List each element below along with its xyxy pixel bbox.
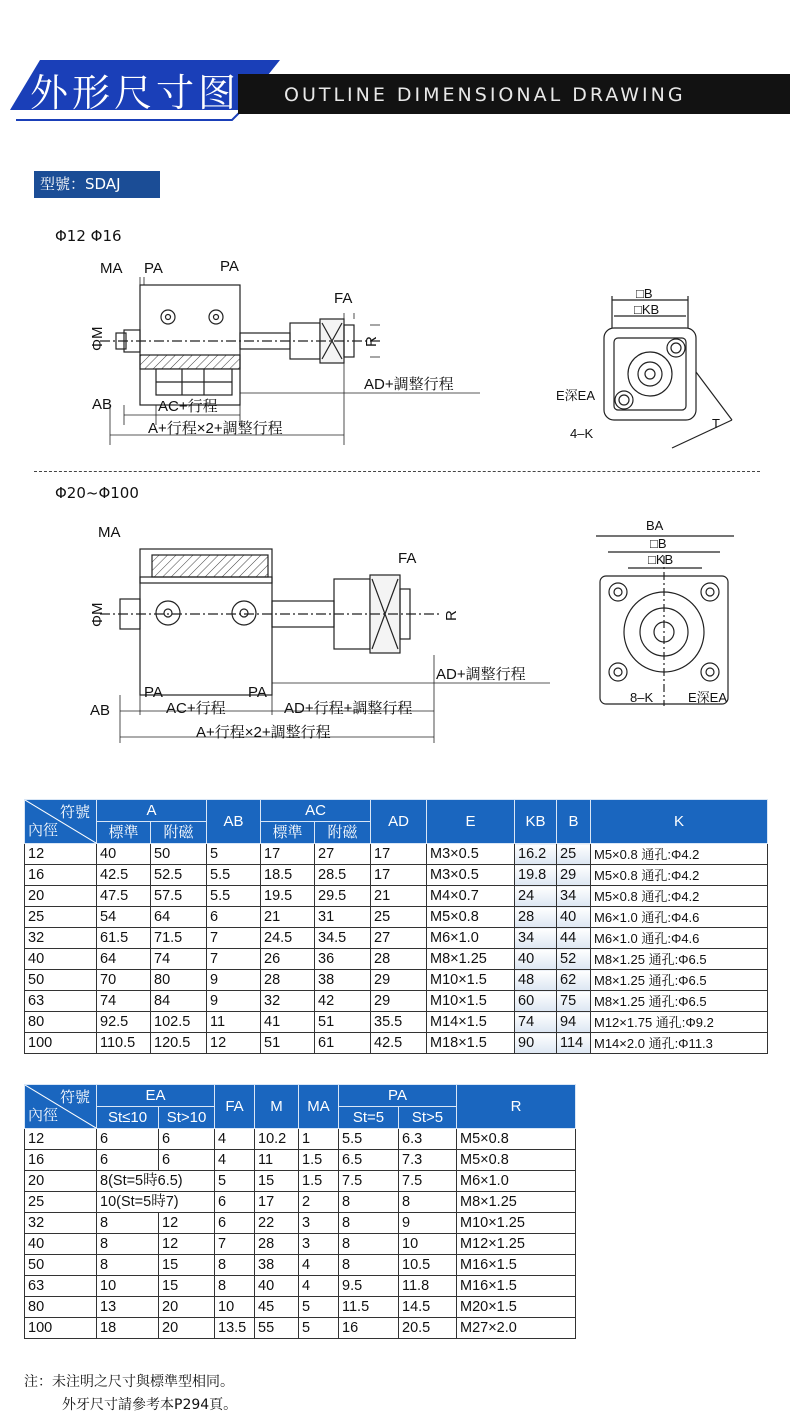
table-row — [25, 886, 768, 907]
table-cell: 15 — [159, 1255, 215, 1276]
th-ea-b: St>10 — [159, 1107, 215, 1129]
table-cell: 2 — [299, 1192, 339, 1213]
dim2-ma: MA — [98, 524, 121, 541]
corner2-bottom: 內徑 — [28, 1106, 59, 1124]
table-cell: 6 — [215, 1192, 255, 1213]
table-cell: 34 — [515, 928, 557, 949]
table-cell: 71.5 — [151, 928, 207, 949]
header-title-cn: 外形尺寸图 — [30, 71, 241, 115]
table-row — [25, 844, 768, 865]
table-row — [25, 1150, 576, 1171]
table-cell: 54 — [97, 907, 151, 928]
table-cell: 20 — [159, 1297, 215, 1318]
table-cell: 57.5 — [151, 886, 207, 907]
table-cell: 8 — [339, 1234, 399, 1255]
end-t: T — [712, 416, 720, 431]
dim-pa-1: PA — [144, 260, 163, 277]
table-cell: 24 — [515, 886, 557, 907]
table-cell: 84 — [151, 991, 207, 1012]
table-cell: 64 — [97, 949, 151, 970]
table-cell: 51 — [261, 1033, 315, 1054]
table-cell: M5×0.8 — [457, 1129, 576, 1150]
table-cell: 47.5 — [97, 886, 151, 907]
table-cell: 17 — [371, 844, 427, 865]
table-cell: 26 — [261, 949, 315, 970]
table-cell: 16 — [25, 1150, 97, 1171]
table-cell: 6 — [207, 907, 261, 928]
table-row — [25, 1171, 576, 1192]
table-cell: 40 — [25, 949, 97, 970]
table-cell: 19.8 — [515, 865, 557, 886]
table-cell: 61 — [315, 1033, 371, 1054]
table-cell: M5×0.8 通孔:Φ4.2 — [591, 844, 768, 865]
table-cell: M27×2.0 — [457, 1318, 576, 1339]
table-cell: 1 — [299, 1129, 339, 1150]
table-cell: 3 — [299, 1213, 339, 1234]
table-cell: 44 — [557, 928, 591, 949]
table-cell: 32 — [25, 1213, 97, 1234]
table-cell: 18.5 — [261, 865, 315, 886]
table-row — [25, 1255, 576, 1276]
table-cell: 10(St=5時7) — [97, 1192, 215, 1213]
table-cell: 41 — [261, 1012, 315, 1033]
table-cell: 28 — [371, 949, 427, 970]
table-cell: 74 — [515, 1012, 557, 1033]
table-cell: 18 — [97, 1318, 159, 1339]
table-cell: M18×1.5 — [427, 1033, 515, 1054]
table-cell: 50 — [25, 1255, 97, 1276]
table-cell: 8 — [215, 1276, 255, 1297]
table-cell: 14.5 — [399, 1297, 457, 1318]
table-cell: 5 — [215, 1171, 255, 1192]
th-b: B — [557, 800, 591, 844]
table-cell: 27 — [371, 928, 427, 949]
table-cell: 100 — [25, 1033, 97, 1054]
table-cell: M8×1.25 — [457, 1192, 576, 1213]
table-cell: M6×1.0 通孔:Φ4.6 — [591, 907, 768, 928]
table-row — [25, 1234, 576, 1255]
table-cell: M8×1.25 — [427, 949, 515, 970]
table-cell: M14×1.5 — [427, 1012, 515, 1033]
table-cell: 25 — [25, 1192, 97, 1213]
section1-side-drawing — [80, 255, 500, 445]
table-cell: 20.5 — [399, 1318, 457, 1339]
th-m: M — [255, 1085, 299, 1129]
dim-ad: AD+調整行程 — [364, 376, 454, 393]
table-cell: 20 — [159, 1318, 215, 1339]
table-cell: 17 — [255, 1192, 299, 1213]
table-cell: 50 — [151, 844, 207, 865]
th-a-std: 標準 — [97, 822, 151, 844]
note-line-1: 注：未注明之尺寸與標準型相同。 — [24, 1374, 234, 1390]
spec-table-2 — [24, 1084, 576, 1339]
table-cell: M6×1.0 通孔:Φ4.6 — [591, 928, 768, 949]
table-cell: 35.5 — [371, 1012, 427, 1033]
corner2-top: 符號 — [59, 1088, 90, 1106]
table-cell: M6×1.0 — [427, 928, 515, 949]
table-cell: 9 — [207, 991, 261, 1012]
table-cell: 51 — [315, 1012, 371, 1033]
table-cell: 12 — [159, 1234, 215, 1255]
table-cell: 16 — [339, 1318, 399, 1339]
table-cell: 25 — [25, 907, 97, 928]
dim-pa-2: PA — [220, 258, 239, 275]
table-cell: 32 — [261, 991, 315, 1012]
table-cell: 75 — [557, 991, 591, 1012]
corner-top: 符號 — [59, 803, 90, 821]
table-cell: 63 — [25, 991, 97, 1012]
th-r: R — [457, 1085, 576, 1129]
corner-diagonal — [25, 800, 96, 843]
table-cell: 102.5 — [151, 1012, 207, 1033]
table-cell: 11 — [255, 1150, 299, 1171]
table-cell: 13.5 — [215, 1318, 255, 1339]
table-cell: M8×1.25 通孔:Φ6.5 — [591, 949, 768, 970]
table-cell: 5 — [299, 1297, 339, 1318]
table-cell: M10×1.5 — [427, 991, 515, 1012]
table-cell: 7 — [215, 1234, 255, 1255]
table-cell: 74 — [151, 949, 207, 970]
table-cell: 7.5 — [339, 1171, 399, 1192]
table-row — [25, 1033, 768, 1054]
dim-fa: FA — [334, 290, 353, 307]
table-cell: 8 — [97, 1213, 159, 1234]
table-cell: M8×1.25 通孔:Φ6.5 — [591, 970, 768, 991]
corner-diagonal-2 — [25, 1085, 96, 1128]
table-cell: 94 — [557, 1012, 591, 1033]
table-cell: 28 — [515, 907, 557, 928]
table-cell: 15 — [255, 1171, 299, 1192]
table-cell: M3×0.5 — [427, 844, 515, 865]
th-ma: MA — [299, 1085, 339, 1129]
dim2-pa-2: PA — [248, 684, 267, 701]
table-cell: 22 — [255, 1213, 299, 1234]
spec-table-1 — [24, 799, 768, 1054]
table-cell: 4 — [215, 1129, 255, 1150]
table-cell: 8(St=5時6.5) — [97, 1171, 215, 1192]
table-cell: 80 — [25, 1297, 97, 1318]
table-cell: 7 — [207, 928, 261, 949]
table-cell: 28 — [255, 1234, 299, 1255]
table-cell: M5×0.8 通孔:Φ4.2 — [591, 886, 768, 907]
table-cell: 8 — [97, 1234, 159, 1255]
table-cell: 1.5 — [299, 1171, 339, 1192]
table-cell: M12×1.75 通孔:Φ9.2 — [591, 1012, 768, 1033]
table-cell: M4×0.7 — [427, 886, 515, 907]
table-cell: M8×1.25 通孔:Φ6.5 — [591, 991, 768, 1012]
table-cell: 110.5 — [97, 1033, 151, 1054]
end2-8k: 8–K — [630, 690, 654, 705]
section2-label: Φ20~Φ100 — [55, 484, 139, 502]
end2-ba: BA — [646, 518, 664, 533]
table-cell: 61.5 — [97, 928, 151, 949]
table-cell: 28 — [261, 970, 315, 991]
table-cell: 29.5 — [315, 886, 371, 907]
table-cell: 40 — [255, 1276, 299, 1297]
end2-b: □B — [650, 536, 667, 551]
section-divider — [34, 471, 760, 472]
table-cell: 25 — [557, 844, 591, 865]
table-cell: 12 — [207, 1033, 261, 1054]
note-line-2: 外牙尺寸請參考本P294頁。 — [62, 1397, 238, 1413]
table-cell: 5.5 — [207, 865, 261, 886]
table-cell: 29 — [371, 991, 427, 1012]
table-cell: 27 — [315, 844, 371, 865]
table-cell: 10 — [97, 1276, 159, 1297]
table-cell: 5.5 — [339, 1129, 399, 1150]
table-cell: 20 — [25, 1171, 97, 1192]
table-cell: 4 — [299, 1276, 339, 1297]
table-cell: 38 — [315, 970, 371, 991]
table-cell: 17 — [371, 865, 427, 886]
section1-label: Φ12 Φ16 — [55, 227, 122, 245]
table-cell: 64 — [151, 907, 207, 928]
th-e: E — [427, 800, 515, 844]
table-cell: 8 — [97, 1255, 159, 1276]
dim2-ac: AC+行程 — [166, 700, 226, 717]
table-row — [25, 970, 768, 991]
table-cell: M14×2.0 通孔:Φ11.3 — [591, 1033, 768, 1054]
table-cell: 4 — [299, 1255, 339, 1276]
table-cell: 16.2 — [515, 844, 557, 865]
table-row — [25, 1318, 576, 1339]
dim-r: R — [363, 336, 380, 347]
table-cell: 9 — [399, 1213, 457, 1234]
end-kb: □KB — [634, 302, 660, 317]
table-cell: 62 — [557, 970, 591, 991]
table-cell: 114 — [557, 1033, 591, 1054]
table-cell: 5 — [299, 1318, 339, 1339]
dim-ac: AC+行程 — [158, 398, 218, 415]
dim2-phim: ΦM — [89, 602, 106, 627]
dim-a: A+行程×2+調整行程 — [148, 420, 283, 437]
table-cell: 24.5 — [261, 928, 315, 949]
dim2-ad2: AD+行程+調整行程 — [284, 700, 413, 717]
table-cell: M10×1.25 — [457, 1213, 576, 1234]
table-cell: 90 — [515, 1033, 557, 1054]
table-row — [25, 1129, 576, 1150]
table-cell: M10×1.5 — [427, 970, 515, 991]
end-e: E深EA — [556, 388, 596, 403]
table-cell: 45 — [255, 1297, 299, 1318]
dim-ma: MA — [100, 260, 123, 277]
section1-end-view — [552, 288, 752, 458]
table-cell: 7 — [207, 949, 261, 970]
dim-phim: ΦM — [89, 326, 106, 351]
table-cell: M5×0.8 — [427, 907, 515, 928]
table-cell: 5.5 — [207, 886, 261, 907]
th-ac: AC — [261, 800, 371, 822]
table-cell: 40 — [515, 949, 557, 970]
th-ea-a: St≤10 — [97, 1107, 159, 1129]
end-b: □B — [636, 288, 653, 301]
section2-end-view — [584, 516, 764, 716]
corner-bottom: 內徑 — [28, 821, 59, 839]
table-cell: 15 — [159, 1276, 215, 1297]
table-cell: 52.5 — [151, 865, 207, 886]
table-row — [25, 865, 768, 886]
th-ea: EA — [97, 1085, 215, 1107]
table-cell: M16×1.5 — [457, 1276, 576, 1297]
table-cell: 5 — [207, 844, 261, 865]
th-kb: KB — [515, 800, 557, 844]
table-cell: 12 — [159, 1213, 215, 1234]
table-cell: 52 — [557, 949, 591, 970]
table-cell: 25 — [371, 907, 427, 928]
table-row — [25, 1276, 576, 1297]
th-pa: PA — [339, 1085, 457, 1107]
table-cell: M3×0.5 — [427, 865, 515, 886]
dim2-r: R — [443, 610, 460, 621]
table-cell: 28.5 — [315, 865, 371, 886]
table-row — [25, 907, 768, 928]
table-cell: M5×0.8 — [457, 1150, 576, 1171]
table-cell: 42 — [315, 991, 371, 1012]
table-cell: 11 — [207, 1012, 261, 1033]
table-cell: 48 — [515, 970, 557, 991]
th-k: K — [591, 800, 768, 844]
table-cell: 6 — [159, 1150, 215, 1171]
table-cell: 29 — [557, 865, 591, 886]
table-cell: 40 — [97, 844, 151, 865]
dim2-fa: FA — [398, 550, 417, 567]
table-cell: 12 — [25, 1129, 97, 1150]
table-cell: 50 — [25, 970, 97, 991]
th-ad: AD — [371, 800, 427, 844]
table-cell: 8 — [339, 1192, 399, 1213]
table-cell: 10 — [215, 1297, 255, 1318]
table-cell: 1.5 — [299, 1150, 339, 1171]
table-cell: 100 — [25, 1318, 97, 1339]
table-cell: 9.5 — [339, 1276, 399, 1297]
dim2-pa-1: PA — [144, 684, 163, 701]
end2-e: E深EA — [688, 690, 728, 705]
table-cell: 11.8 — [399, 1276, 457, 1297]
table-cell: 11.5 — [339, 1297, 399, 1318]
table-cell: 4 — [215, 1150, 255, 1171]
table-cell: 16 — [25, 865, 97, 886]
table-cell: 63 — [25, 1276, 97, 1297]
table-cell: 6.3 — [399, 1129, 457, 1150]
table-cell: 12 — [25, 844, 97, 865]
table-cell: 29 — [371, 970, 427, 991]
th-a: A — [97, 800, 207, 822]
table-cell: 9 — [207, 970, 261, 991]
table-cell: 42.5 — [371, 1033, 427, 1054]
table-cell: 7.5 — [399, 1171, 457, 1192]
table-cell: 19.5 — [261, 886, 315, 907]
table-cell: 74 — [97, 991, 151, 1012]
end2-kb: □KB — [648, 552, 674, 567]
table-cell: M6×1.0 — [457, 1171, 576, 1192]
table-row — [25, 949, 768, 970]
table-cell: 31 — [315, 907, 371, 928]
end-4k: 4–K — [570, 426, 594, 441]
model-label: 型號：SDAJ — [34, 171, 160, 198]
table-cell: 8 — [339, 1255, 399, 1276]
table-cell: 40 — [25, 1234, 97, 1255]
table-cell: 3 — [299, 1234, 339, 1255]
table-cell: 80 — [25, 1012, 97, 1033]
th-ab: AB — [207, 800, 261, 844]
th-ac-mag: 附磁 — [315, 822, 371, 844]
table-cell: 6.5 — [339, 1150, 399, 1171]
table-cell: 8 — [399, 1192, 457, 1213]
table-cell: 120.5 — [151, 1033, 207, 1054]
table-cell: 21 — [261, 907, 315, 928]
table-cell: M5×0.8 通孔:Φ4.2 — [591, 865, 768, 886]
table-cell: 34.5 — [315, 928, 371, 949]
table-row — [25, 991, 768, 1012]
table-cell: M12×1.25 — [457, 1234, 576, 1255]
table-cell: 10 — [399, 1234, 457, 1255]
table-cell: 60 — [515, 991, 557, 1012]
th-ac-std: 標準 — [261, 822, 315, 844]
table2-body — [25, 1129, 576, 1339]
table-cell: 6 — [159, 1129, 215, 1150]
th-pa-a: St=5 — [339, 1107, 399, 1129]
table-cell: 32 — [25, 928, 97, 949]
th-a-mag: 附磁 — [151, 822, 207, 844]
table-cell: 36 — [315, 949, 371, 970]
table1-body — [25, 844, 768, 1054]
table-cell: 10.2 — [255, 1129, 299, 1150]
table-cell: 6 — [215, 1213, 255, 1234]
table-cell: M20×1.5 — [457, 1297, 576, 1318]
dim2-a: A+行程×2+調整行程 — [196, 724, 331, 741]
table-row — [25, 1297, 576, 1318]
table-cell: 6 — [97, 1129, 159, 1150]
table-row — [25, 928, 768, 949]
table-cell: 6 — [97, 1150, 159, 1171]
table-cell: 34 — [557, 886, 591, 907]
table-cell: 8 — [215, 1255, 255, 1276]
table-cell: 8 — [339, 1213, 399, 1234]
table-cell: 10.5 — [399, 1255, 457, 1276]
table-cell: 70 — [97, 970, 151, 991]
table-cell: 80 — [151, 970, 207, 991]
table-cell: 21 — [371, 886, 427, 907]
table1-corner — [25, 800, 97, 844]
dim2-ab: AB — [90, 702, 111, 719]
table-row — [25, 1192, 576, 1213]
table-cell: M16×1.5 — [457, 1255, 576, 1276]
table2-corner — [25, 1085, 97, 1129]
table-cell: 20 — [25, 886, 97, 907]
section2-side-drawing — [80, 515, 560, 750]
table-row — [25, 1213, 576, 1234]
table-cell: 92.5 — [97, 1012, 151, 1033]
th-fa: FA — [215, 1085, 255, 1129]
table-row — [25, 1012, 768, 1033]
dim2-ad: AD+調整行程 — [436, 666, 526, 683]
table-cell: 42.5 — [97, 865, 151, 886]
table-cell: 7.3 — [399, 1150, 457, 1171]
table-cell: 13 — [97, 1297, 159, 1318]
dim-ab: AB — [92, 396, 113, 413]
table-cell: 55 — [255, 1318, 299, 1339]
header-title-en: OUTLINE DIMENSIONAL DRAWING — [284, 84, 686, 106]
th-pa-b: St>5 — [399, 1107, 457, 1129]
table-cell: 17 — [261, 844, 315, 865]
table-cell: 38 — [255, 1255, 299, 1276]
table-cell: 40 — [557, 907, 591, 928]
